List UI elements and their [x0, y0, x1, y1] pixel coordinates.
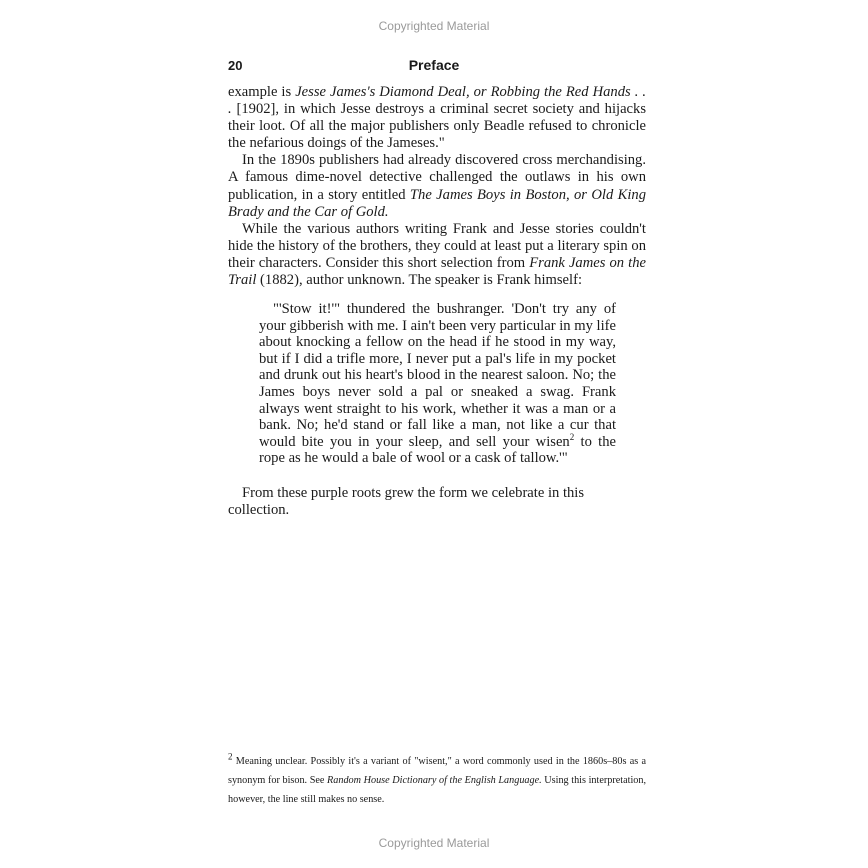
running-head: Preface — [408, 57, 460, 73]
paragraph: In the 1890s publishers had already discovered cross merchandising. A famous dime-novel detective challenged the outlaws in his own publication, in a story entitled The James Boys in Boston, or Old King Brady and the Car of Gold. — [228, 152, 646, 220]
footnote-title: Random House Dictionary of the English Language. — [327, 775, 542, 786]
footnote: $^2$ Meaning unclear. Possibly it's a variant of "wisent," a word commonly used in the 1860s–80s as a synonym for bison. See Random House Dictionary of the English Language. Using this interpretation, however, the line still makes no sense. — [228, 751, 647, 805]
body-text — [228, 84, 646, 289]
copyright-watermark-bottom: Copyrighted Material — [378, 836, 490, 850]
book-title: Jesse James's Diamond Deal, or Robbing the Red Hands . . . — [228, 84, 646, 118]
block-quote: "'Stow it!'" thundered the bushranger. 'Don't try any of your gibberish with me. I ain't been very particular in my life about knocking a fellow on the head if he stood in my way, but if I did a trifle more, I never put a pal's life in my pocket and drunk out his heart's blood in the nearest saloon. No; the James boys never sold a pal or sneaked a swag. Frank always went straight to his work, whether it was a man or a bank. No; he'd stand or fall like a man, not like a cur that would bite you in your sleep, and sell your wisen$^2$ to the rope as he would a bale of wool or a cask of tallow.'" — [259, 301, 616, 467]
footnote-reference: 2 — [569, 431, 575, 442]
copyright-watermark-top: Copyrighted Material — [378, 19, 490, 33]
paragraph: While the various authors writing Frank and Jesse stories couldn't hide the history of the brothers, they could at least put a literary spin on their characters. Consider this short selection from Frank James on the Trail (1882), author unknown. The speaker is Frank himself: — [228, 220, 646, 289]
closing-paragraph: From these purple roots grew the form we celebrate in this collection. — [228, 485, 585, 518]
book-title: Frank James on the Trail — [228, 254, 646, 289]
paragraph: example is Jesse James's Diamond Deal, or Robbing the Red Hands . . . [1902], in which Jesse destroys a criminal secret society and hijacks their loot. Of all the major publishers only Beadle refused to chronicle the nefarious doings of the Jameses." — [228, 84, 646, 152]
footnote-mark: 2 — [228, 751, 233, 762]
book-title: The James Boys in Boston, or Old King Brady and the Car of Gold. — [228, 186, 646, 220]
page-number: 20 — [228, 58, 243, 73]
